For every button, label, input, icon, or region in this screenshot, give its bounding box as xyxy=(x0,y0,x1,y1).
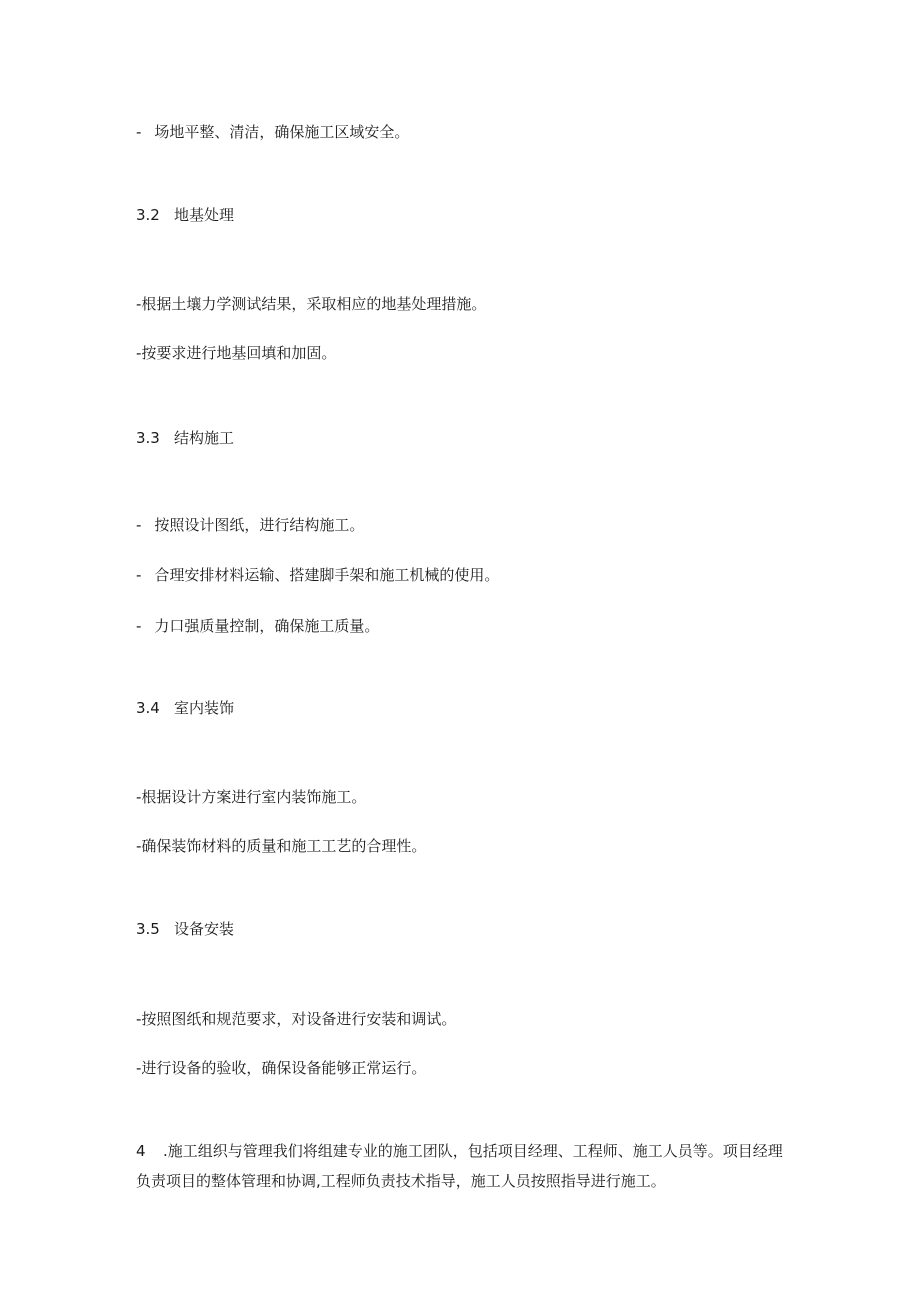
section-number: 3.2 xyxy=(136,206,160,224)
list-item xyxy=(136,1008,456,1030)
list-item xyxy=(136,514,364,536)
list-item-text: 按照设计图纸，进行结构施工。 xyxy=(154,516,365,534)
section-title: 室内装饰 xyxy=(174,699,235,717)
list-item-text: -根据土壤力学测试结果，采取相应的地基处理措施。 xyxy=(136,295,487,313)
list-item-text: -根据设计方案进行室内装饰施工。 xyxy=(136,788,367,806)
paragraph-4 xyxy=(136,1136,796,1196)
paragraph-text: .施工组织与管理我们将组建专业的施工团队，包括项目经理、工程师、施工人员等。项目经理负责项目的整体管理和协调,工程师负责技术指导，施工人员按照指导进行施工。 xyxy=(136,1142,783,1190)
list-item xyxy=(136,293,486,315)
list-item xyxy=(136,564,499,586)
section-number: 3.4 xyxy=(136,699,160,717)
section-heading-3-5 xyxy=(136,918,234,940)
section-title: 设备安装 xyxy=(174,920,235,938)
list-dash: - xyxy=(136,617,142,635)
section-title: 地基处理 xyxy=(174,206,235,224)
list-item xyxy=(136,786,366,808)
section-number: 3.3 xyxy=(136,429,160,447)
list-item-text: 场地平整、清洁，确保施工区域安全。 xyxy=(154,123,410,141)
list-item-text: -按要求进行地基回填和加固。 xyxy=(136,344,337,362)
list-item xyxy=(136,121,409,143)
list-item-text: -按照图纸和规范要求，对设备进行安装和调试。 xyxy=(136,1010,457,1028)
list-item xyxy=(136,342,336,364)
list-item xyxy=(136,835,426,857)
section-title: 结构施工 xyxy=(174,429,235,447)
section-heading-3-4 xyxy=(136,697,234,719)
list-item xyxy=(136,1057,426,1079)
list-item-text: 力口强质量控制，确保施工质量。 xyxy=(154,617,380,635)
list-item-text: -进行设备的验收，确保设备能够正常运行。 xyxy=(136,1059,427,1077)
list-item-text: -确保装饰材料的质量和施工工艺的合理性。 xyxy=(136,837,427,855)
list-dash: - xyxy=(136,516,142,534)
list-item xyxy=(136,615,379,637)
list-dash: - xyxy=(136,123,142,141)
section-number: 3.5 xyxy=(136,920,160,938)
section-heading-3-3 xyxy=(136,427,234,449)
section-heading-3-2 xyxy=(136,204,234,226)
paragraph-number: 4 xyxy=(136,1142,146,1160)
list-item-text: 合理安排材料运输、搭建脚手架和施工机械的使用。 xyxy=(154,566,500,584)
list-dash: - xyxy=(136,566,142,584)
